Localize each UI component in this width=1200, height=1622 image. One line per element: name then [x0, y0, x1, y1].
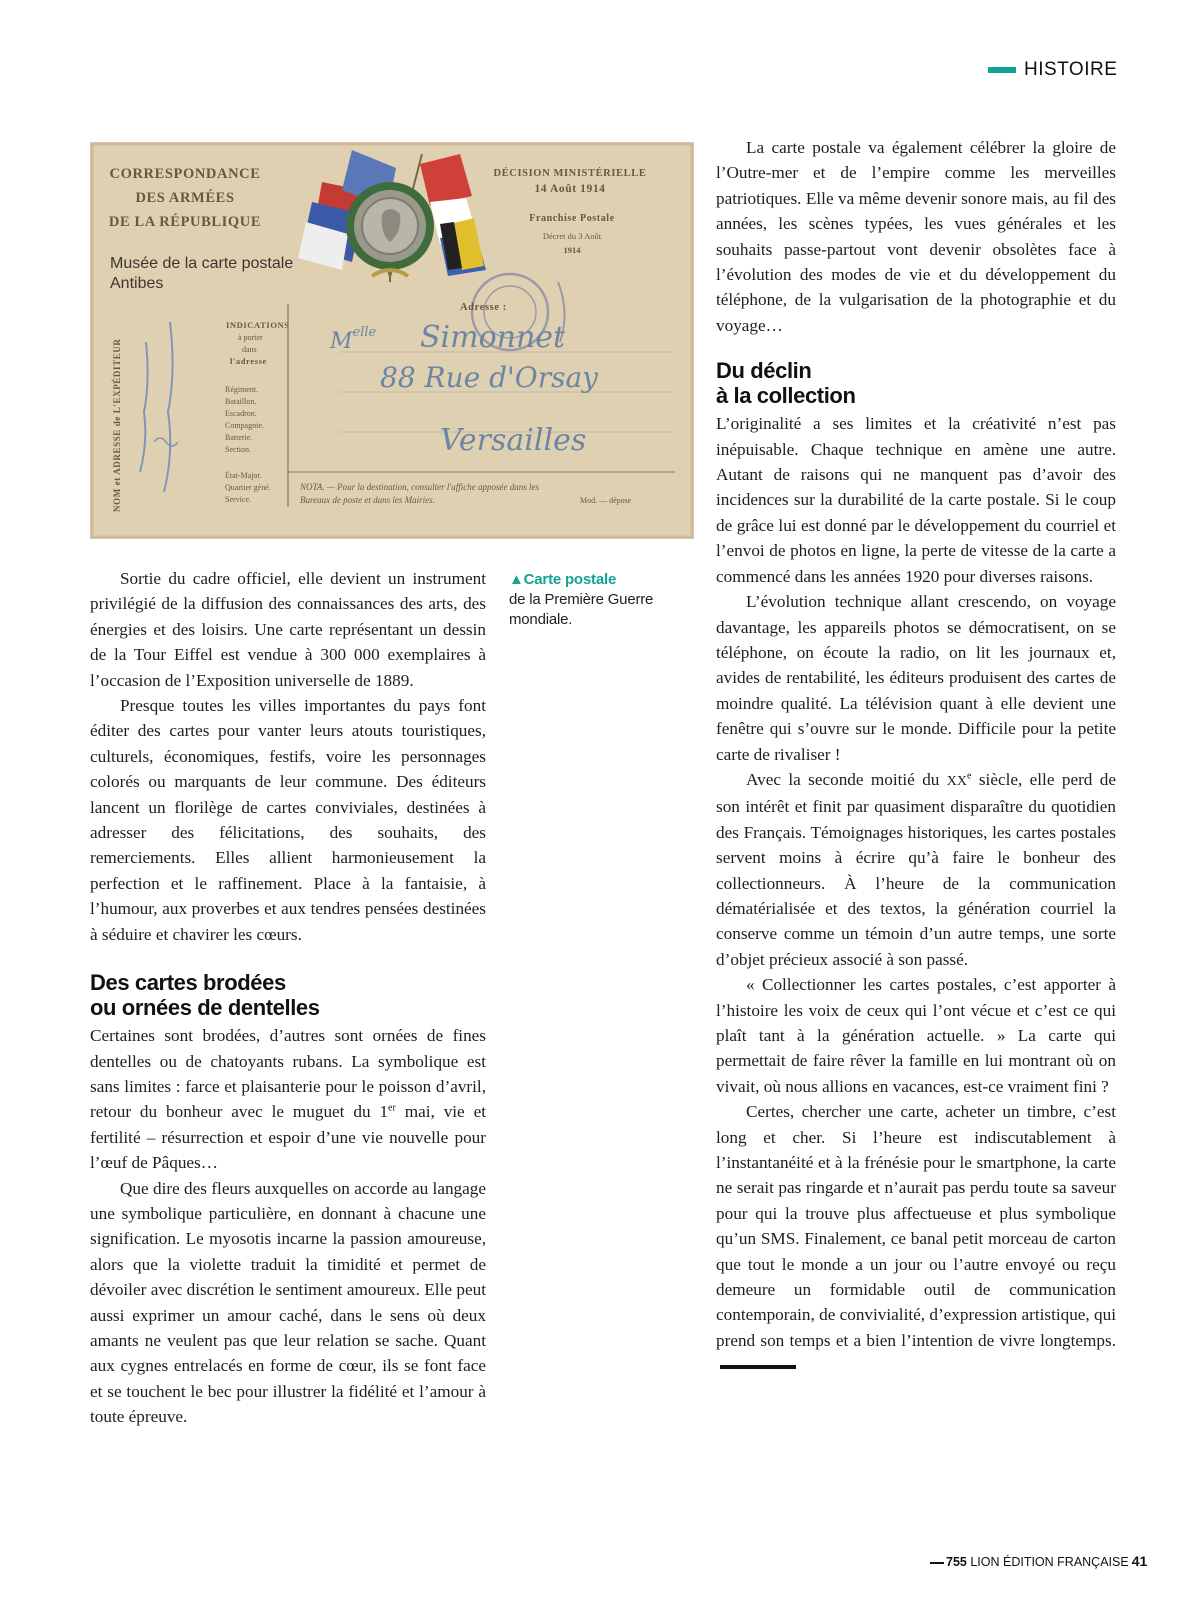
section-accent-bar	[988, 67, 1016, 73]
left-column	[90, 566, 486, 1430]
caption-head: Carte postale	[523, 571, 617, 588]
unit-line-5: Batterie.	[225, 433, 253, 442]
adresse-label: Adresse :	[460, 302, 507, 313]
left-paragraph-1: Sortie du cadre officiel, elle devient un instrument privilégié de la diffusion des connaissances des arts, des énergies et des loisirs. Une carte représentant un dessin de la Tour Eiffel est vendue à 300 000 exemplaires à l’occasion de l’Exposition universelle de 1889.	[90, 569, 486, 690]
section-header	[988, 58, 1120, 82]
photo-caption	[509, 570, 694, 630]
left-paragraph-2: Presque toutes les villes importantes du pays font éditer des cartes pour vanter leurs atouts touristiques, culturels, économiques, festifs, voire les personnages colorés ou marquants de leur commune. Des éditeurs lancent un florilège de cartes conviviales, destinées à adresser des félicitations, des souhaits, des remerciements. Elles allient harmonieusement la perfection et le raffinement. Place à la fantaisie, à l’humour, aux proverbes et aux tendres pensées destinées à séduire et chavirer les cœurs.	[90, 696, 486, 944]
right-paragraph-3: L’évolution technique allant crescendo, on voyage davantage, les appareils photos se démocratisent, on se téléphone, on écoute la radio, on lit les journaux et, avides de rentabilité, les éditeurs produisent des cartes de moindre qualité. La télévision quant à elle devient une fenêtre qui s’ouvre sur le monde. Difficile pour la petite carte de rivaliser !	[716, 592, 1116, 764]
museum-line-2: Antibes	[110, 275, 164, 292]
recipient-street: 88 Rue d'Orsay	[380, 361, 598, 394]
subhead-embroidered-cards	[90, 970, 486, 1020]
end-mark	[720, 1365, 796, 1369]
sender-vertical-label: NOM et ADRESSE de L'EXPÉDITEUR	[112, 338, 122, 512]
left-paragraph-3: Certaines sont brodées, d’autres sont ornées de fines dentelles ou de chatoyants rubans. La symbolique est sans limites : farce et plaisanterie pour le poisson d’avril, retour du bonheur avec le muguet du 1er mai, vie et fertilité – résurrection et espoir d’une vie nouvelle pour l’œuf de Pâques…	[90, 1026, 486, 1173]
page-footer	[930, 1553, 1148, 1573]
page-number: 41	[1131, 1553, 1148, 1569]
staff-line-2: Quartier géné.	[225, 483, 271, 492]
franchise-line-1: Franchise Postale	[529, 213, 615, 224]
recipient-name: Simonnet	[420, 320, 566, 355]
right-paragraph-1: La carte postale va également célébrer la gloire de l’Outre-mer et de l’empire comme les merveilles patriotiques. Elle va même devenir sonore mais, au fil des années, les scènes typées, les vues générales et les souhaits passe-partout vont devenir obsolètes face à l’évolution des modes de vie et du développement du téléphone, de la vulgarisation de la photographie et du voyage…	[716, 138, 1116, 335]
right-paragraph-4: Avec la seconde moitié du XXe siècle, elle perd de son intérêt et finit par quasiment disparaître du quotidien des Français. Témoignages historiques, les cartes postales servent moins à écrire qu’à faire le bonheur des collectionneurs. À l’heure de la communication dématérialisée et des textos, la génération courriel la conserve comme un témoin d’un autre temps, une sorte d’objet précieux associé à son passé.	[716, 769, 1116, 969]
right-paragraph-5: « Collectionner les cartes postales, c’est apporter à l’histoire les voix de ceux qui l’ont vécue et c’est ce qui plaît tant à la génération actuelle. » La carte qui permettait de faire rêver la famille en lui montrant où on vivait, où nous allions en vacances, est-ce vraiment fini ?	[716, 975, 1116, 1096]
staff-line-1: État-Major.	[225, 471, 262, 480]
footer-issue: 755	[946, 1555, 967, 1569]
footer-publication: LION ÉDITION FRANÇAISE	[970, 1555, 1129, 1569]
indications-line-2: à porter	[238, 333, 263, 342]
indications-line-3: dans	[242, 345, 257, 354]
model-text: Mod. — dépose	[580, 496, 632, 505]
section-label: HISTOIRE	[1024, 59, 1118, 80]
right-paragraph-2: L’originalité a ses limites et la créativité n’est pas inépuisable. Chaque technique en amène une autre. Autant de raisons qui ne manquent pas d’avoir des incidences sur la durabilité de la carte postale. Si le coup de grâce lui est donné par le développement du courriel et l’envoi de photos en ligne, la perte de vitesse de la carte a commencé dans les années 1920 pour diverses raisons.	[716, 414, 1116, 586]
right-column	[716, 135, 1116, 1379]
subhead-line-1: Des cartes brodées	[90, 970, 286, 996]
subhead-line-1: Du déclin	[716, 358, 812, 384]
nota-line-2: Bureaux de poste et dans les Mairies.	[300, 495, 435, 505]
recipient-prefix: $M^{elle}$	[330, 325, 377, 354]
postcard-title-1: CORRESPONDANCE	[109, 166, 261, 182]
indications-line-4: l'adresse	[230, 356, 267, 366]
museum-line-1: Musée de la carte postale	[110, 255, 294, 272]
decision-line-1: DÉCISION MINISTÉRIELLE	[493, 168, 647, 179]
unit-line-6: Section.	[225, 445, 251, 454]
nota-line-1: NOTA. — Pour la destination, consulter l'affiche apposée dans les	[300, 482, 539, 492]
unit-line-4: Compagnie.	[225, 421, 264, 430]
footer-dash	[930, 1562, 944, 1564]
decision-line-2: 14 Août 1914	[534, 183, 606, 195]
recipient-city: Versailles	[440, 423, 587, 458]
indications-line-1: INDICATIONS	[226, 320, 290, 330]
caption-body: de la Première Guerre mondiale.	[509, 591, 654, 628]
caption-marker: ▲	[509, 571, 524, 588]
subhead-line-2: à la collection	[716, 383, 856, 409]
unit-line-3: Escadron.	[225, 409, 257, 418]
franchise-line-3: 1914	[563, 245, 581, 255]
unit-line-2: Bataillon.	[225, 397, 257, 406]
right-paragraph-6: Certes, chercher une carte, acheter un timbre, c’est long et cher. Si l’heure est indiscutablement à l’instantanéité et à la frénésie pour le smartphone, la carte ne serait pas ringarde et n’aurait pas perdu toute sa saveur pour qui la trouve plus affectueuse et plus symbolique qu’un SMS. Finalement, ce banal petit morceau de carton que tout le monde a un jour ou l’autre envoyé ou reçu demeure un formidable outil de communication contemporain, de convivialité, d’expression artistique, qui prend son temps et a bien l’intention de vivre longtemps.	[716, 1099, 1116, 1378]
franchise-line-2: Décret du 3 Août	[542, 231, 602, 241]
postcard-title-3: DE LA RÉPUBLIQUE	[108, 214, 262, 230]
postcard-illustration	[90, 142, 694, 539]
postcard-title-2: DES ARMÉES	[135, 190, 235, 206]
unit-line-1: Régiment.	[225, 385, 259, 394]
postcard-photo	[90, 142, 694, 539]
staff-line-3: Service.	[225, 495, 251, 504]
subhead-line-2: ou ornées de dentelles	[90, 995, 320, 1021]
subhead-decline	[716, 358, 1116, 408]
left-paragraph-4: Que dire des fleurs auxquelles on accorde au langage une symbolique particulière, en donnant à chacune une signification. Le myosotis incarne la passion amoureuse, alors que la violette traduit la timidité et permet de dévoiler avec discrétion le sentiment amoureux. Elle peut aussi exprimer un amour caché, dans le sens où deux amants ne veulent pas que leur relation se sache. Quant aux cygnes entrelacés en forme de cœur, ils se font face et se touchent le bec pour illustrer la fidélité et l’amour à toute épreuve.	[90, 1178, 486, 1427]
